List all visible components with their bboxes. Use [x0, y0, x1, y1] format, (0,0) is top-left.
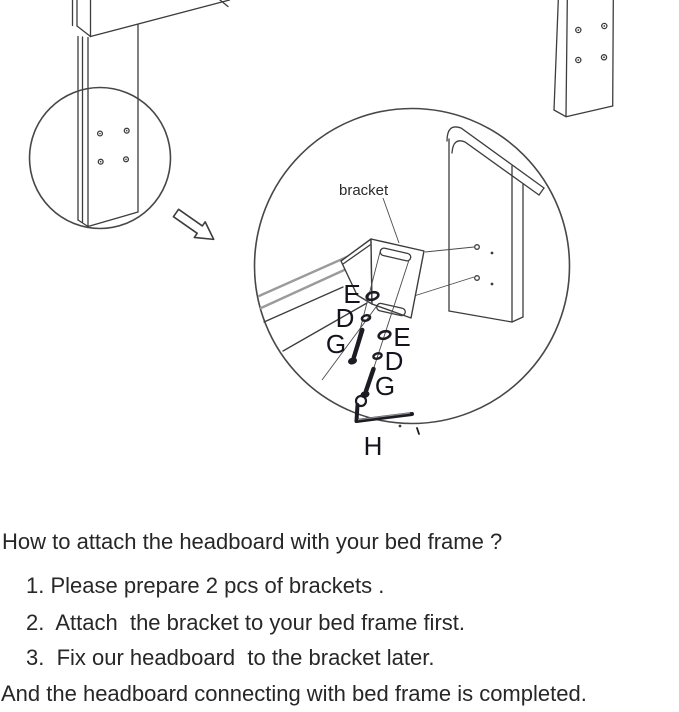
- part-label-spring-washer-2: D: [384, 346, 404, 376]
- part-label-allen-key: H: [363, 431, 383, 461]
- instruction-step-1: 1. Please prepare 2 pcs of brackets .: [26, 573, 385, 598]
- part-label-spring-washer-1: D: [335, 303, 355, 333]
- bracket-callout-label: bracket: [339, 182, 389, 199]
- part-label-washer-2: E: [393, 322, 411, 352]
- part-label-bolt-1: G: [325, 329, 347, 359]
- instructions-conclusion: And the headboard connecting with bed frame is completed.: [1, 681, 587, 706]
- instruction-step-3: 3. Fix our headboard to the bracket later.: [26, 645, 435, 670]
- detail-circle-figure: [255, 109, 570, 462]
- zoom-arrow-icon: [171, 205, 220, 247]
- instruction-step-2: 2. Attach the bracket to your bed frame first.: [26, 610, 465, 635]
- post-holes: [576, 23, 607, 62]
- bed-post-figure: [554, 0, 613, 117]
- instructions-heading: How to attach the headboard with your bed frame ?: [2, 529, 503, 554]
- part-label-bolt-2: G: [374, 371, 396, 401]
- leg-holes: [98, 128, 129, 164]
- part-label-washer-1: E: [343, 279, 361, 309]
- magnifier-circle-small: [30, 88, 171, 229]
- headboard-leg-figure: [30, 0, 230, 229]
